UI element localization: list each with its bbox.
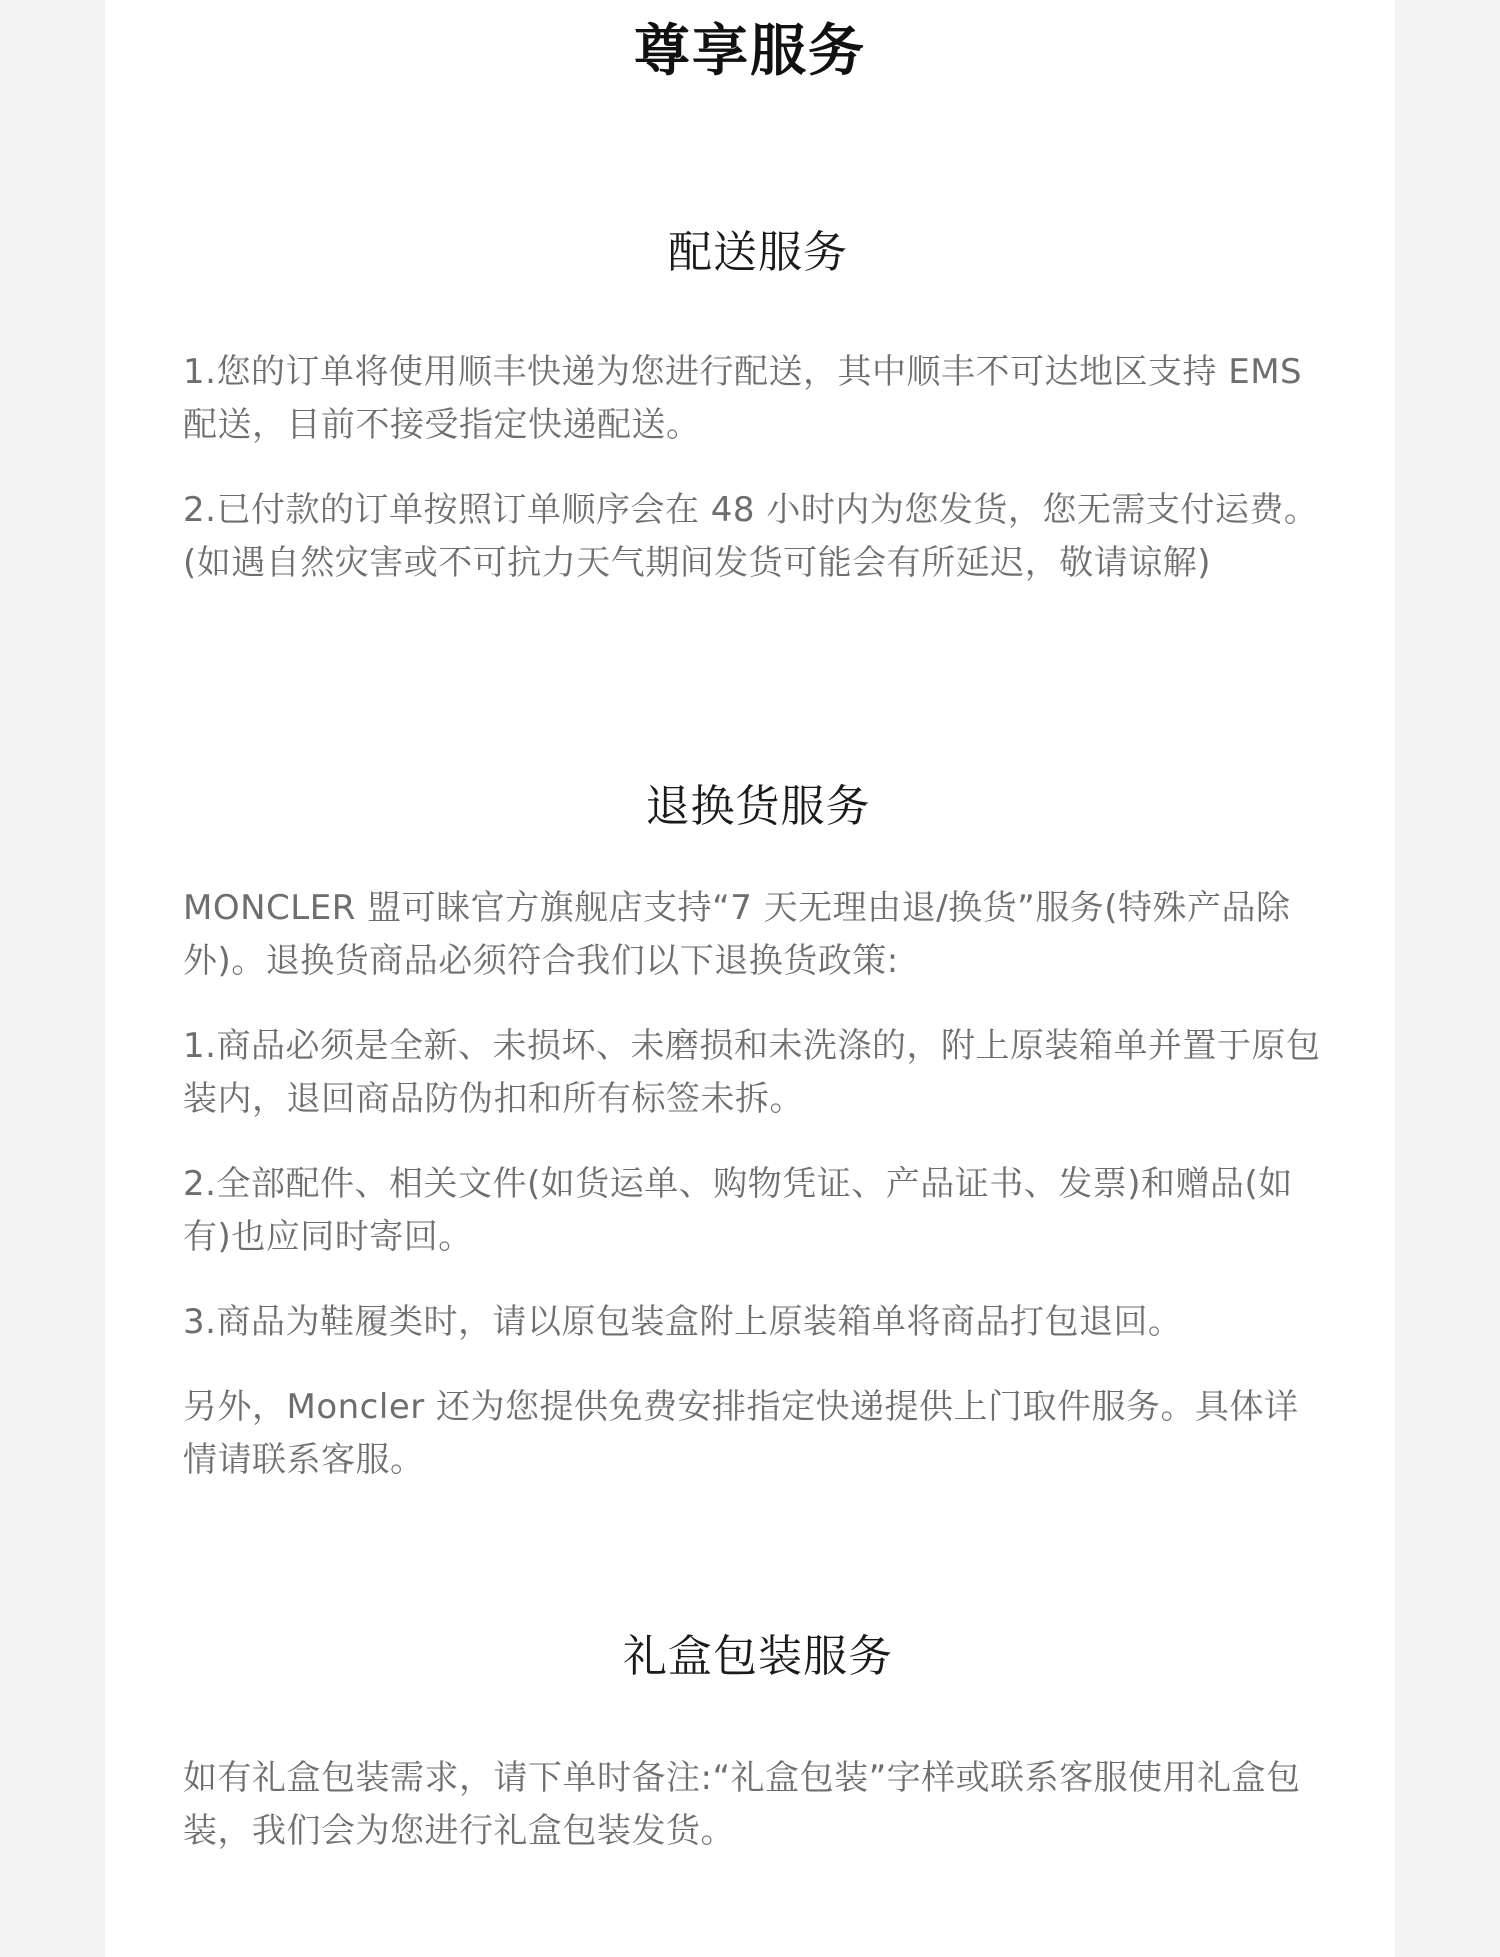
returns-paragraph-3: 3.商品为鞋履类时，请以原包装盒附上原装箱单将商品打包退回。 bbox=[183, 1302, 1183, 1342]
section-title-gift-wrap: 礼盒包装服务 bbox=[623, 1631, 893, 1682]
returns-paragraph-1: 1.商品必须是全新、未损坏、未磨损和未洗涤的，附上原装箱单并置于原包装内，退回商品防伪扣和所有标签未拆。 bbox=[183, 1026, 1321, 1119]
delivery-paragraph-2: 2.已付款的订单按照订单顺序会在 48 小时内为您发货，您无需支付运费。(如遇自然灾害或不可抗力天气期间发货可能会有所延迟，敬请谅解) bbox=[183, 490, 1319, 583]
content-sheet bbox=[105, 0, 1395, 1957]
section-returns bbox=[183, 776, 1333, 1487]
section-title-delivery: 配送服务 bbox=[668, 227, 848, 278]
section-gift-wrap bbox=[183, 1626, 1333, 1858]
returns-paragraph-intro: MONCLER 盟可睐官方旗舰店支持“7 天无理由退/换货”服务(特殊产品除外)。退换货商品必须符合我们以下退换货政策: bbox=[183, 888, 1291, 981]
section-delivery bbox=[183, 222, 1333, 590]
returns-paragraph-2: 2.全部配件、相关文件(如货运单、购物凭证、产品证书、发票)和赠品(如有)也应同时寄回。 bbox=[183, 1164, 1293, 1257]
section-title-returns: 退换货服务 bbox=[645, 781, 871, 832]
delivery-paragraph-1: 1.您的订单将使用顺丰快递为您进行配送，其中顺丰不可达地区支持 EMS 配送，目前不接受指定快递配送。 bbox=[183, 352, 1303, 445]
returns-paragraph-pickup: 另外，Moncler 还为您提供免费安排指定快递提供上门取件服务。具体详情请联系客服。 bbox=[183, 1387, 1299, 1480]
page-title: 尊享服务 bbox=[634, 19, 866, 84]
gift-paragraph-1: 如有礼盒包装需求，请下单时备注:“礼盒包装”字样或联系客服使用礼盒包装，我们会为您进行礼盒包装发货。 bbox=[183, 1758, 1301, 1851]
